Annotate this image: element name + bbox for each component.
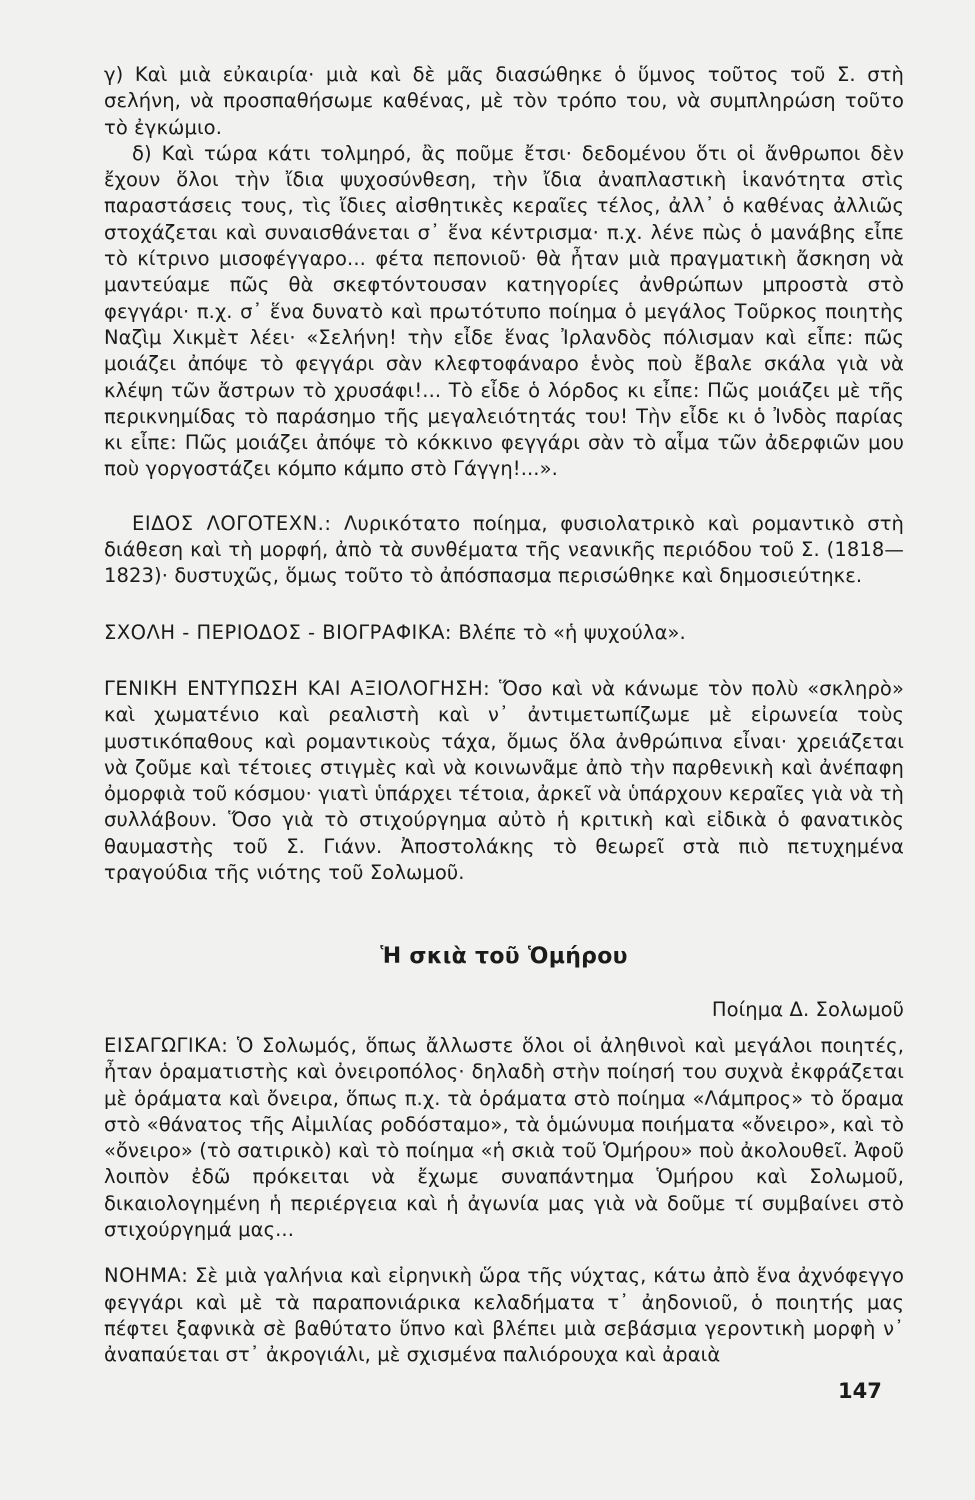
- page-number: 147: [838, 1379, 882, 1403]
- page-body: [104, 62, 904, 1368]
- noima-text: Σὲ μιὰ γαλήνια καὶ εἰρηνικὴ ὥρα τῆς νύχτας, κάτω ἀπὸ ἕνα ἀχνόφεγγο φεγγάρι καὶ μὲ τὰ παραπονιάρικα κελαδήματα τ᾿ ἀηδονιοῦ, ὁ ποιητής μας πέφτει ξαφνικὰ σὲ βαθύτατο ὕπνο καὶ βλέπει μιὰ σεβάσμια γεροντικὴ μορφὴ ν᾿ ἀναπαύεται στ᾿ ἀκρογιάλι, μὲ σχισμένα παλιόρουχα καὶ ἀραιὰ: [104, 1264, 904, 1367]
- noima-label: ΝΟΗΜΑ:: [104, 1264, 189, 1288]
- schole-text: Βλέπε τὸ «ἡ ψυχούλα».: [458, 620, 686, 644]
- geniki-label: ΓΕΝΙΚΗ ΕΝΤΥΠΩΣΗ ΚΑΙ ΑΞΙΟΛΟΓΗΣΗ:: [104, 676, 491, 700]
- schole-label: ΣΧΟΛΗ - ΠΕΡΙΟΔΟΣ - ΒΙΟΓΡΑΦΙΚΑ:: [104, 620, 452, 644]
- eisagogika-label: ΕΙΣΑΓΩΓΙΚΑ:: [104, 1033, 229, 1057]
- section-geniki: [104, 676, 904, 886]
- geniki-text: Ὅσο καὶ νὰ κάνωμε τὸν πολὺ «σκληρὸ» καὶ χωματένιο καὶ ρεαλιστὴ καὶ ν᾿ ἀντιμετωπίζωμε μὲ εἰρωνεία τοὺς μυστικόπαθους καὶ ρομαντικοὺς τάχα, ὅμως ὅλα ἀνθρώπινα εἶναι· χρειάζεται νὰ ζοῦμε καὶ τέτοιες στιγμὲς καὶ νὰ κοινωνᾶμε ἀπὸ τὴν παρθενικὴ καὶ ἀνέπαφη ὀμορφιὰ τοῦ κόσμου· γιατὶ ὑπάρχει τέτοια, ἀρκεῖ νὰ ὑπάρχουν κεραῖες γιὰ νὰ τὴ συλλάβουν. Ὅσο γιὰ τὸ στιχούργημα αὐτὸ ἡ κριτικὴ καὶ εἰδικὰ ὁ φανατικὸς θαυμαστὴς τοῦ Σ. Γιάνν. Ἀποστολάκης τὸ θεωρεῖ στὰ πιὸ πετυχημένα τραγούδια τῆς νιότης τοῦ Σολωμοῦ.: [104, 676, 904, 885]
- paragraph-gamma: γ) Καὶ μιὰ εὐκαιρία· μιὰ καὶ δὲ μᾶς διασώθηκε ὁ ὕμνος τοῦτος τοῦ Σ. στὴ σελήνη, νὰ προσπαθήσωμε καθένας, μὲ τὸν τρόπο του, νὰ συμπληρώση τοῦτο τὸ ἐγκώμιο.: [104, 63, 904, 139]
- section-noima: [104, 1263, 904, 1368]
- poem-byline: Ποίημα Δ. Σολωμοῦ: [711, 997, 904, 1021]
- section-eidos: [104, 511, 904, 590]
- eisagogika-text: Ὁ Σολωμός, ὅπως ἄλλωστε ὅλοι οἱ ἀληθινοὶ καὶ μεγάλοι ποιητές, ἦταν ὁραματιστὴς καὶ ὀνειροπόλος· δηλαδὴ στὴν ποίησή του συχνὰ ἐκφράζεται μὲ ὁράματα καὶ ὄνειρα, ὅπως π.χ. τὰ ὁράματα στὸ ποίημα «Λάμπρος» τὸ ὅραμα στὸ «θάνατος τῆς Αἰμιλίας ροδόσταμο», τὰ ὁμώνυμα ποιήματα «ὄνειρο», καὶ τὸ «ὄνειρο» (τὸ σατιρικὸ) καὶ τὸ ποίημα «ἡ σκιὰ τοῦ Ὁμήρου» ποὺ ἀκολουθεῖ. Ἀφοῦ λοιπὸν ἐδῶ πρόκειται νὰ ἔχωμε συναπάντημα Ὁμήρου καὶ Σολωμοῦ, δικαιολογημένη ἡ περιέργεια καὶ ἡ ἀγωνία μας γιὰ νὰ δοῦμε τί συμβαίνει στὸ στιχούργημά μας...: [104, 1033, 904, 1241]
- poem-title: Ἡ σκιὰ τοῦ Ὁμήρου: [380, 944, 628, 970]
- paragraph-delta: δ) Καὶ τώρα κάτι τολμηρό, ἂς ποῦμε ἔτσι· δεδομένου ὅτι οἱ ἄνθρωποι δὲν ἔχουν ὅλοι τὴν ἴδια ψυχοσύνθεση, τὴν ἴδια ἀναπλαστικὴ ἱκανότητα στὶς παραστάσεις τους, τὶς ἴδιες αἰσθητικὲς κεραῖες τέλος, ἀλλ᾿ ὁ καθένας ἀλλιῶς στοχάζεται καὶ συναισθάνεται σ᾿ ἕνα κέντρισμα· π.χ. λένε πὼς ὁ μανάβης εἶπε τὸ κίτρινο μισοφέγγαρο... φέτα πεπονιοῦ· θὰ ἦταν μιὰ πραγματικὴ ἄσκηση νὰ μαντεύαμε πῶς θὰ σκεφτόντουσαν κατηγορίες ἀνθρώπων μπροστὰ στὸ φεγγάρι· π.χ. σ᾿ ἕνα δυνατὸ καὶ πρωτότυπο ποίημα ὁ μεγάλος Τοῦρκος ποιητὴς Ναζὶμ Χικμὲτ λέει· «Σελήνη! τὴν εἶδε ἕνας Ἰρλανδὸς πόλισμαν καὶ εἶπε: πῶς μοιάζει ἀπόψε τὸ φεγγάρι σὰν κλεφτοφάναρο ἑνὸς ποὺ ἔβαλε σκάλα γιὰ νὰ κλέψη τῶν ἄστρων τὸ χρυσάφι!... Τὸ εἶδε ὁ λόρδος κι εἶπε: Πῶς μοιάζει μὲ τῆς περικνημίδας τὸ παράσημο τῆς μεγαλειότητάς του! Τὴν εἶδε κι ὁ Ἰνδὸς παρίας κι εἶπε: Πῶς μοιάζει ἀπόψε τὸ κόκκινο φεγγάρι σὰν τὸ αἷμα τῶν ἀδερφιῶν μου ποὺ γοργοστάζει κόμπο κάμπο στὸ Γάγγη!...».: [104, 141, 904, 481]
- eidos-label: ΕΙΔΟΣ ΛΟΓΟΤΕΧΝ.:: [132, 511, 332, 535]
- eidos-text: Λυρικότατο ποίημα, φυσιολατρικὸ καὶ ρομαντικὸ στὴ διάθεση καὶ τὴ μορφή, ἀπὸ τὰ συνθέματα τῆς νεανικῆς περιόδου τοῦ Σ. (1818—1823)· δυστυχῶς, ὅμως τοῦτο τὸ ἀπόσπασμα περισώθηκε καὶ δημοσιεύτηκε.: [104, 511, 904, 588]
- section-schole: [104, 620, 904, 646]
- section-eisagogika: [104, 1033, 904, 1243]
